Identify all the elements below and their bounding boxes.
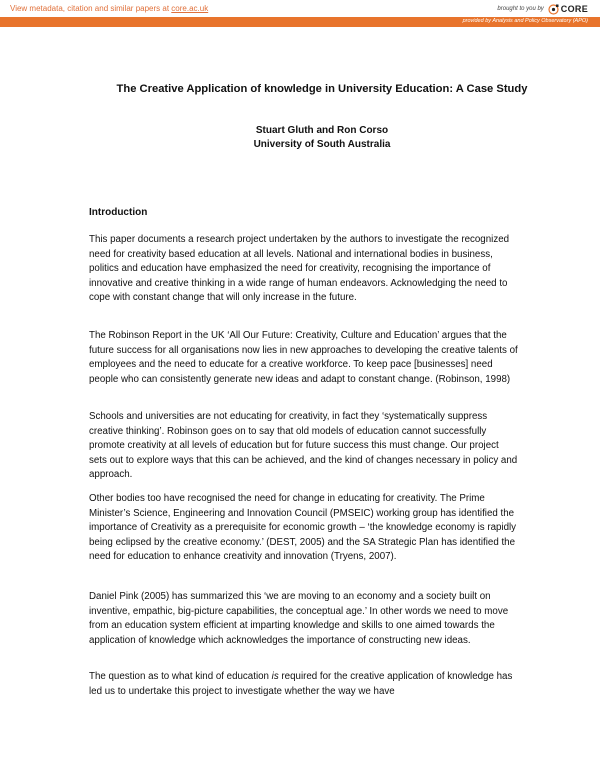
brought-to-you-by — [497, 2, 588, 16]
core-ac-uk-link[interactable]: core.ac.uk — [171, 4, 209, 13]
paragraph — [89, 670, 519, 699]
paragraph: Daniel Pink (2005) has summarized this ‘we are moving to an economy and a society built on inventive, empathic, big-picture capabilities, the conceptual age.’ In other words we need to move from an education system efficient at imparting knowledge and skills to one aimed towards the application of knowledge which acknowledges the importance of constructing new ideas. — [89, 591, 509, 646]
core-logo-icon — [548, 4, 559, 15]
paragraph: Other bodies too have recognised the need for change in educating for creativity. The Prime Minister’s Science, Engineering and Innovation Council (PMSEIC) working group has identified the importance of Creativity as a prerequisite for economic growth – ‘the knowledge economy is rapidly being eclipsed by the creative economy.’ (DEST, 2005) and the SA Strategic Plan has identified the need for education to enhance creativity and innovation (Tryens, 2007). — [89, 493, 517, 563]
paragraph: This paper documents a research project undertaken by the authors to investigate the recognized need for creativity based education at all levels. National and international bodies in business, politics and education have emphasized the need for creativity, recognising the importance of innovative and creative thinking in a wide range of human endeavors. Acknowledging the need to cope with constant change that will only increase in the future. — [89, 234, 510, 304]
authors: Stuart Gluth and Ron Corso — [255, 125, 389, 136]
core-logo[interactable] — [548, 4, 588, 15]
core-metadata-link — [10, 4, 208, 13]
core-link-prefix: View metadata, citation and similar papers at — [10, 4, 170, 13]
core-header — [0, 0, 600, 30]
paragraph-text: The question as to what kind of education — [89, 671, 272, 682]
paper-title: The Creative Application of knowledge in University Education: A Case Study — [116, 83, 528, 95]
brought-by-text: brought to you by — [497, 6, 544, 12]
author-block — [0, 124, 600, 152]
paragraph: The Robinson Report in the UK ‘All Our Future: Creativity, Culture and Education’ argues that the future success for all organisations now lies in new approaches to developing the creative talents of employees and the need to educate for a creative workforce. To keep pace [businesses] need people who can consistently generate new ideas and adapt to constant change. (Robinson, 1998) — [89, 330, 518, 385]
provided-by-text: provided by Analysis and Policy Observatory (APO) — [462, 18, 588, 24]
section-heading: Introduction — [89, 207, 148, 218]
emphasis-text: is — [271, 671, 279, 682]
paragraph: Schools and universities are not educating for creativity, in fact they ‘systematically suppress creative thinking’. Robinson goes on to say that old models of education cannot successfully promote creativity at all levels of education but for future success this must change. Our project sets out to explore ways that this can be achieved, and the kind of changes necessary in policy and approach. — [89, 411, 518, 481]
provided-by-bar — [0, 17, 600, 27]
paragraph-text: required for the creative application of knowledge has led us to undertake this project to investigate whether the way we have — [89, 671, 513, 697]
core-logo-text: CORE — [560, 4, 588, 14]
affiliation: University of South Australia — [253, 139, 391, 150]
